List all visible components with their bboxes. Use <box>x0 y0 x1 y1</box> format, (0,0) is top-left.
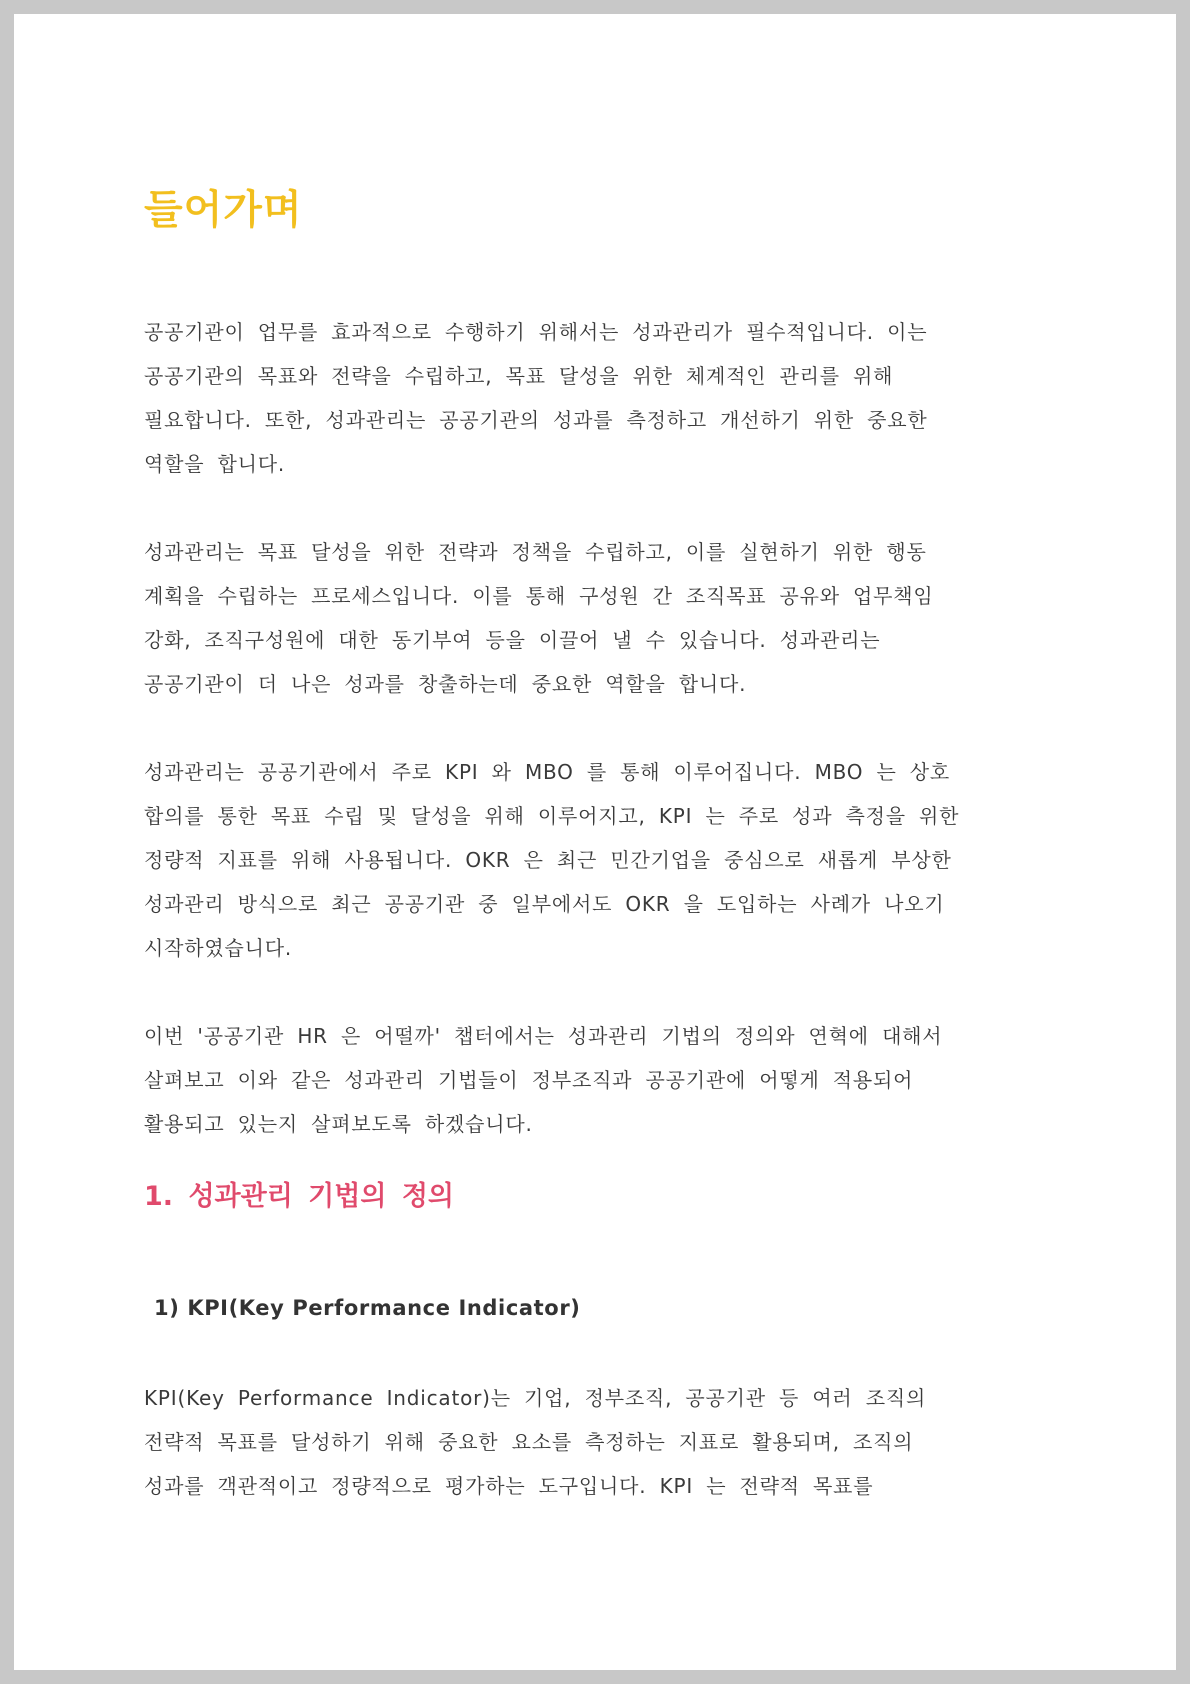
paragraph-line: 공공기관이 더 나은 성과를 창출하는데 중요한 역할을 합니다. <box>144 672 747 696</box>
paragraph-kpi-mbo-okr <box>144 750 1064 970</box>
paragraph-line: 공공기관이 업무를 효과적으로 수행하기 위해서는 성과관리가 필수적입니다. 이는 <box>144 320 928 344</box>
paragraph-line: 공공기관의 목표와 전략을 수립하고, 목표 달성을 위한 체계적인 관리를 위해 <box>144 364 894 388</box>
paragraph-line: 강화, 조직구성원에 대한 동기부여 등을 이끌어 낼 수 있습니다. 성과관리는 <box>144 628 881 652</box>
document-page <box>14 14 1176 1670</box>
paragraph-line: 이번 '공공기관 HR 은 어떨까' 챕터에서는 성과관리 기법의 정의와 연혁에 대해서 <box>144 1024 943 1048</box>
paragraph-line: 성과관리는 목표 달성을 위한 전략과 정책을 수립하고, 이를 실현하기 위한 행동 <box>144 540 927 564</box>
paragraph-line: 전략적 목표를 달성하기 위해 중요한 요소를 측정하는 지표로 활용되며, 조직의 <box>144 1430 914 1454</box>
paragraph-line: 정량적 지표를 위해 사용됩니다. OKR 은 최근 민간기업을 중심으로 새롭게 부상한 <box>144 848 952 872</box>
paragraph-intro <box>144 310 1064 486</box>
paragraph-line: 필요합니다. 또한, 성과관리는 공공기관의 성과를 측정하고 개선하기 위한 중요한 <box>144 408 928 432</box>
paragraph-line: 활용되고 있는지 살펴보도록 하겠습니다. <box>144 1112 533 1136</box>
paragraph-line: 성과관리는 공공기관에서 주로 KPI 와 MBO 를 통해 이루어집니다. MBO 는 상호 <box>144 760 951 784</box>
page-title: 들어가며 <box>144 187 303 233</box>
sub-heading: 1) KPI(Key Performance Indicator) <box>154 1296 581 1320</box>
paragraph-kpi-definition <box>144 1376 1064 1508</box>
paragraph-line: 살펴보고 이와 같은 성과관리 기법들이 정부조직과 공공기관에 어떻게 적용되어 <box>144 1068 914 1092</box>
paragraph-line: 역할을 합니다. <box>144 452 286 476</box>
section-heading: 1. 성과관리 기법의 정의 <box>144 1181 454 1212</box>
paragraph-line: 성과를 객관적이고 정량적으로 평가하는 도구입니다. KPI 는 전략적 목표를 <box>144 1474 874 1498</box>
paragraph-process <box>144 530 1064 706</box>
paragraph-line: KPI(Key Performance Indicator)는 기업, 정부조직, 공공기관 등 여러 조직의 <box>144 1386 927 1410</box>
paragraph-line: 성과관리 방식으로 최근 공공기관 중 일부에서도 OKR 을 도입하는 사례가 나오기 <box>144 892 945 916</box>
paragraph-line: 합의를 통한 목표 수립 및 달성을 위해 이루어지고, KPI 는 주로 성과 측정을 위한 <box>144 804 960 828</box>
paragraph-line: 시작하였습니다. <box>144 936 292 960</box>
paragraph-chapter-intro <box>144 1014 1064 1146</box>
paragraph-line: 계획을 수립하는 프로세스입니다. 이를 통해 구성원 간 조직목표 공유와 업무책임 <box>144 584 934 608</box>
